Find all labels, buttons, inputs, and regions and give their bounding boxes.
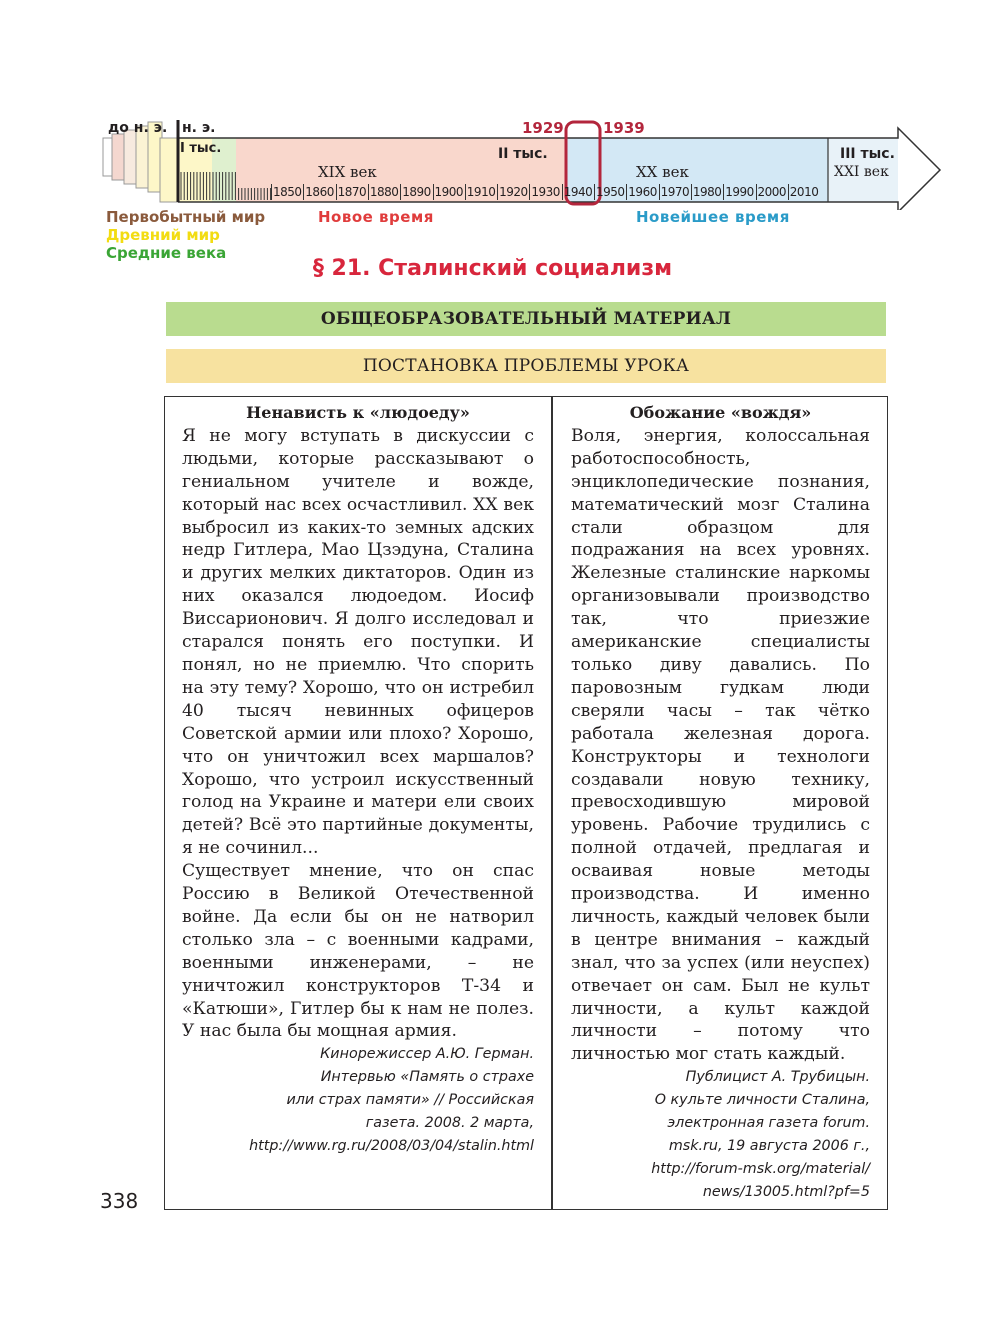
ad-label: н. э. <box>182 120 216 136</box>
decade-label: 2010 <box>788 184 822 200</box>
decade-label: 1980 <box>691 184 725 200</box>
decade-label: 1870 <box>336 184 370 200</box>
era-modern: Новое время <box>318 208 434 226</box>
era-contemporary: Новейшее время <box>636 208 790 226</box>
decade-label: 1940 <box>562 184 596 200</box>
bc-label: до н. э. <box>108 120 168 136</box>
highlight-end-label: 1939 <box>603 119 645 137</box>
right-title: Обожание «вождя» <box>629 403 812 422</box>
century-19-label: XIX век <box>318 163 377 181</box>
era-primitive: Первобытный мир <box>106 208 266 226</box>
general-material-band: ОБЩЕОБРАЗОВАТЕЛЬНЫЙ МАТЕРИАЛ <box>166 302 886 336</box>
era-medieval: Средние века <box>106 244 227 262</box>
decade-label: 1990 <box>723 184 757 200</box>
century-21-label: XXI век <box>834 164 889 180</box>
decade-label: 1900 <box>433 184 467 200</box>
left-column <box>182 402 534 1158</box>
left-paragraph-1: Я не могу вступать в дискуссии с людьми, которые рассказывают о гениальном учителе и вожде, который нас всех осчастливил. XX век выбросил из каких-то земных адских недр Гитлера, Мао Цзэдуна, Сталина и других мелких диктаторов. Один из них оказался людоедом. Иосиф Виссарионович. Я долго исследовал и старался понять его поступки. И понял, но не приемлю. Что спорить на эту тему? Хорошо, что он истребил 40 тысяч невинных офицеров Советской армии или плохо? Хорошо, что он уничтожил всех маршалов? Хорошо, что устроил искусственный голод на Украине и матери ели своих детей? Всё это партийные документы, я не сочинил... <box>182 425 534 859</box>
decade-label: 1950 <box>594 184 628 200</box>
right-column <box>571 402 870 1204</box>
decade-label: 1930 <box>529 184 563 200</box>
right-source: Публицист А. Трубицын. О культе личности Сталина, электронная газета forum. msk.ru, 19 августа 2006 г., http://forum-msk.org/material/ news/13005.html?pf=5 <box>651 1069 870 1200</box>
decade-label: 1890 <box>400 184 434 200</box>
page-number: 338 <box>100 1189 139 1213</box>
timeline <box>0 0 985 270</box>
decade-label: 1970 <box>659 184 693 200</box>
decade-label: 1850 <box>271 184 305 200</box>
era-ancient: Древний мир <box>106 226 220 244</box>
decade-label: 1960 <box>626 184 660 200</box>
highlight-start-label: 1929 <box>522 119 564 137</box>
millennium-1-label: I тыс. <box>180 141 222 156</box>
left-paragraph-2: Существует мнение, что он спас Россию в Великой Отечественной войне. Да если бы он не натворил столько зла – с военными кадрами, военными инженерами, – не уничтожил конструкторов Т-34 и «Катюши», Гитлер бы к нам не полез. У нас была бы мощная армия. <box>182 861 534 1042</box>
era-block-6 <box>160 138 178 202</box>
section-heading: § 21. Сталинский социализм <box>312 256 673 281</box>
right-paragraph-1: Воля, энергия, колоссальная работоспособность, энциклопедические познания, математический мозг Сталина стали образцом для подражания на всех уровнях. Железные сталинские наркомы организовывали производство так, что приезжие американские специалисты только диву давались. По паровозным гудкам люди сверяли часы – так чётко работала железная дорога. Конструкторы и технологи создавали новую технику, превосходившую мировой уровень. Рабочие трудились с полной отдачей, предлагая и осваивая новые методы производства. И именно личность, каждый человек были в центре внимания – каждый знал, что за успех (или неуспех) отвечает он сам. Был не культ личности, а культ каждой личности – потому что личностью мог стать каждый. <box>571 425 870 1065</box>
lesson-problem-band: ПОСТАНОВКА ПРОБЛЕМЫ УРОКА <box>166 349 886 383</box>
column-divider <box>551 396 553 1210</box>
decade-label: 1880 <box>368 184 402 200</box>
decade-label: 1910 <box>465 184 499 200</box>
decade-label: 1860 <box>303 184 337 200</box>
decade-label: 1920 <box>497 184 531 200</box>
decade-label: 2000 <box>756 184 790 200</box>
millennium-2-label: II тыс. <box>498 146 548 162</box>
left-source: Кинорежиссер А.Ю. Герман. Интервью «Память о страхе или страх памяти» // Российская газета. 2008. 2 марта, http://www.rg.ru/2008/03/04/stalin.html <box>249 1046 534 1154</box>
millennium-3-label: III тыс. <box>840 146 895 162</box>
left-title: Ненависть к «людоеду» <box>246 403 470 422</box>
century-20-label: XX век <box>636 163 689 181</box>
